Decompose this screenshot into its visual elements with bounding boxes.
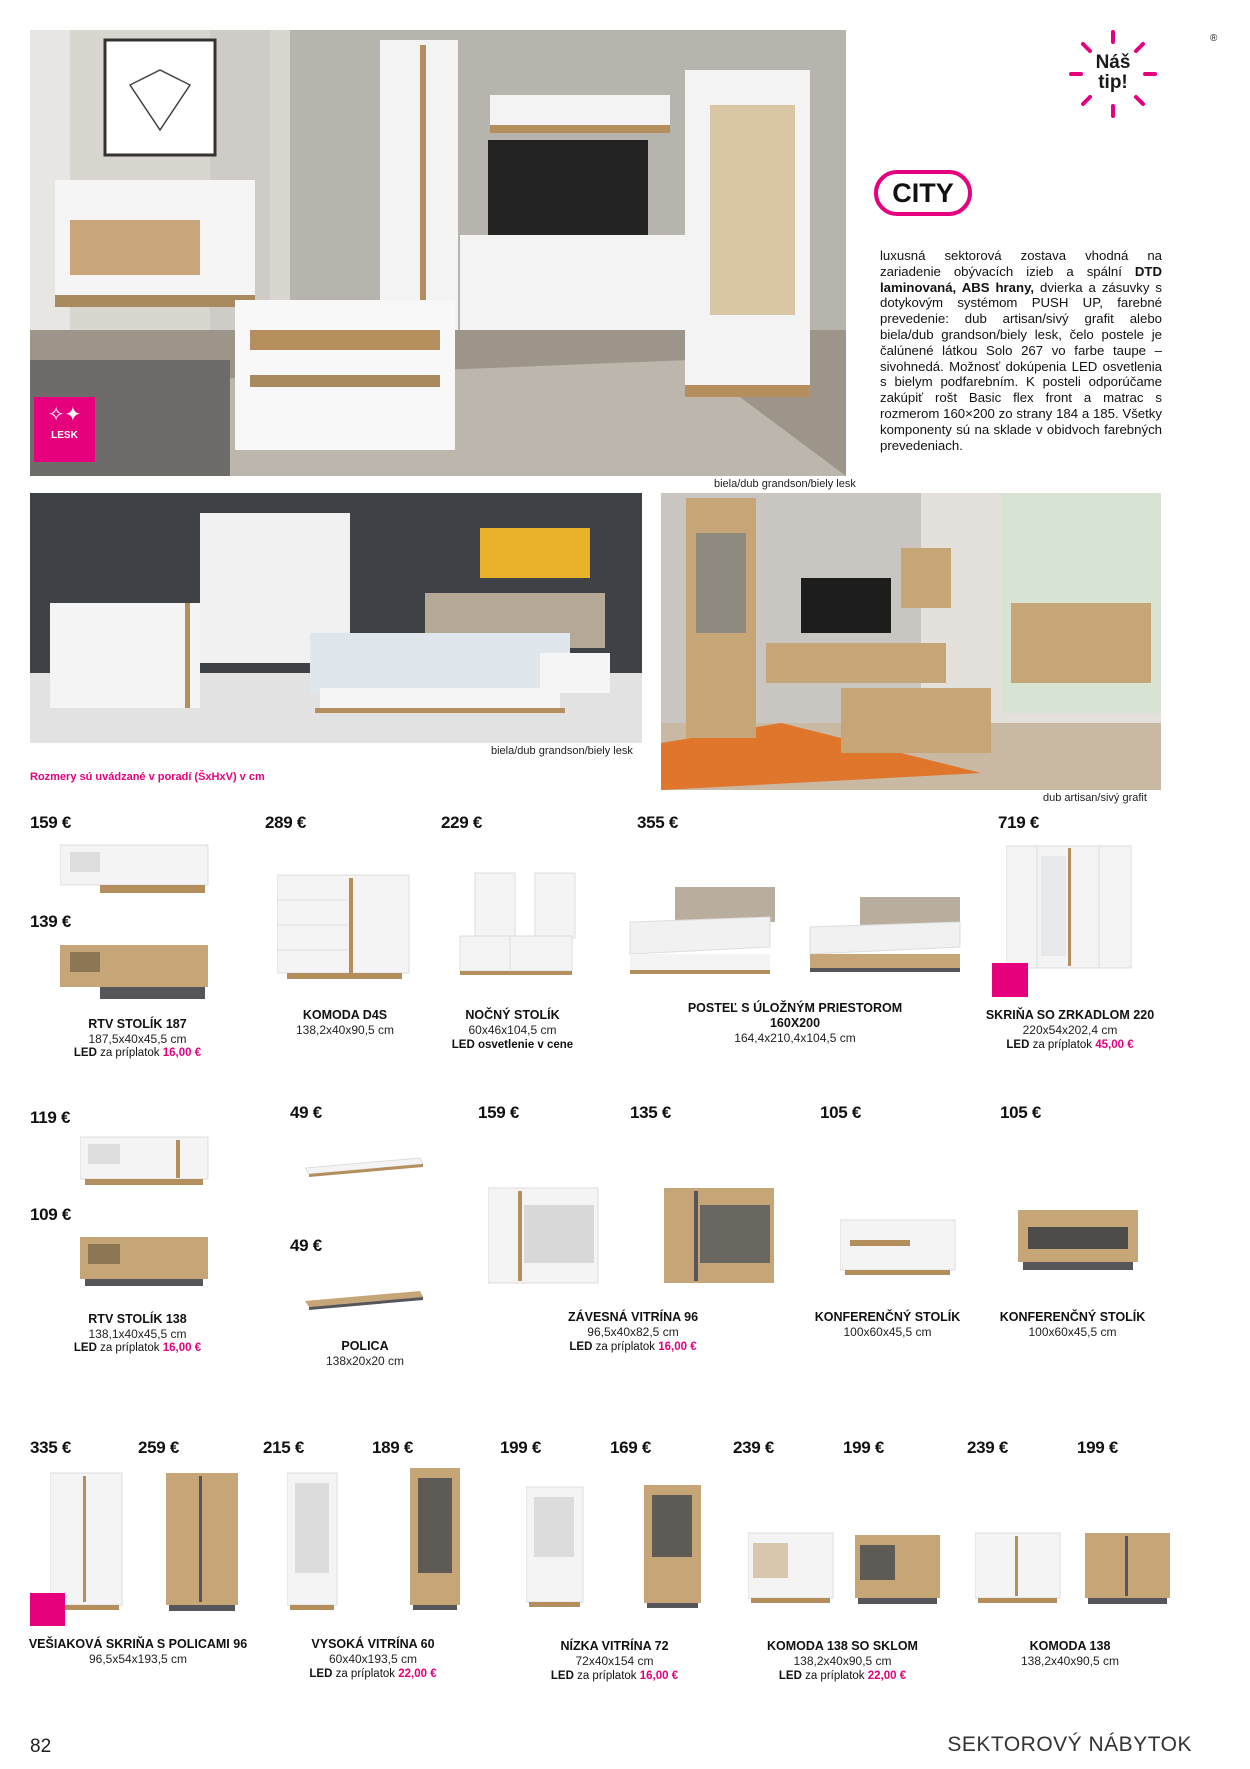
description-text-2: dvierka a zásuvky s dotykovým systémom PUSH UP, farebné prevedenie: dub artisan/sivý grafit alebo biela/dub grandson/biely lesk, čelo postele je čalúnené látkou Solo 267 vo farbe taupe – sivohnedá. Možnosť dokúpenia LED osvetlenia s bielym podfarebním. K posteli odporúčame zakúpiť rošt Basic flex front a matrac s rozmerom 160×200 zo strany 184 a 185. Všetky komponenty sú na sklade v obidvoch farebných prevedeniach. xyxy=(880,279,1163,453)
price-zavesna-white: 159 € xyxy=(478,1103,520,1122)
price-skrina220: 719 € xyxy=(998,813,1040,832)
name-konf-oak: KONFERENČNÝ STOLÍK xyxy=(999,1310,1146,1324)
price-vesiakova-oak: 259 € xyxy=(138,1438,180,1457)
price-polica-oak: 49 € xyxy=(290,1236,322,1255)
living-room-photo-white xyxy=(30,30,846,476)
name-nizka: NÍZKA VITRÍNA 72 xyxy=(560,1639,669,1653)
img-konf-white xyxy=(840,1215,960,1280)
product-description xyxy=(880,248,1162,453)
price-vysoka-oak: 189 € xyxy=(372,1438,414,1457)
price-polica-white: 49 € xyxy=(290,1103,322,1122)
name-rtv138: RTV STOLÍK 138 xyxy=(88,1312,187,1326)
lesk-badge xyxy=(34,397,95,462)
living-room-photo-oak xyxy=(661,493,1161,790)
dims-vysoka: 60x40x193,5 cm xyxy=(328,1652,418,1666)
led-nocny: LED osvetlenie v cene xyxy=(451,1039,574,1051)
img-vysoka-white xyxy=(287,1468,342,1613)
bedroom-photo xyxy=(30,493,642,743)
img-komoda-sklo-oak xyxy=(855,1530,943,1610)
dims-nizka: 72x40x154 cm xyxy=(575,1654,654,1668)
description-text-1: luxusná sektorová zostava vhodná na zariadenie obývacích izieb a spální xyxy=(880,248,1162,279)
dims-vesiakova: 96,5x54x193,5 cm xyxy=(88,1652,188,1666)
price-zavesna-oak: 135 € xyxy=(630,1103,672,1122)
price-komoda-sklo-oak: 199 € xyxy=(843,1438,885,1457)
led-rtv187: LED za príplatok 16,00 € xyxy=(73,1047,202,1059)
img-postel-white xyxy=(620,882,780,977)
name-postel-2: 160X200 xyxy=(769,1016,821,1030)
name-komoda-sklo: KOMODA 138 SO SKLOM xyxy=(767,1639,918,1653)
price-postel: 355 € xyxy=(637,813,679,832)
dims-komoda138: 138,2x40x90,5 cm xyxy=(1020,1654,1120,1668)
price-vesiakova-white: 335 € xyxy=(30,1438,72,1457)
led-nizka: LED za príplatok 16,00 € xyxy=(550,1670,679,1682)
name-vysoka: VYSOKÁ VITRÍNA 60 xyxy=(311,1637,435,1651)
dims-postel: 164,4x210,4x104,5 cm xyxy=(734,1031,856,1045)
img-zavesna-white xyxy=(488,1183,601,1288)
sparkle-icon: ✧✦ xyxy=(47,404,82,426)
nas-tip-badge xyxy=(1063,30,1163,118)
price-nocny: 229 € xyxy=(441,813,483,832)
img-komoda-sklo-white xyxy=(748,1528,836,1608)
name-nocny: NOČNÝ STOLÍK xyxy=(465,1008,560,1022)
dims-konf-oak: 100x60x45,5 cm xyxy=(1028,1325,1117,1339)
name-komoda138: KOMODA 138 xyxy=(1029,1639,1111,1653)
led-icon-2 xyxy=(30,1593,65,1626)
name-komoda-d4s: KOMODA D4S xyxy=(302,1008,388,1022)
dims-komoda-sklo: 138,2x40x90,5 cm xyxy=(793,1654,892,1668)
caption-top: biela/dub grandson/biely lesk xyxy=(714,478,856,490)
price-nizka-oak: 169 € xyxy=(610,1438,652,1457)
led-skrina220: LED za príplatok 45,00 € xyxy=(1006,1039,1134,1051)
img-nocny xyxy=(455,868,585,983)
img-rtv187-oak xyxy=(60,940,210,1005)
img-nizka-white xyxy=(526,1482,586,1610)
dims-nocny: 60x46x104,5 cm xyxy=(468,1023,557,1037)
dims-rtv138: 138,1x40x45,5 cm xyxy=(88,1327,187,1341)
price-nizka-white: 199 € xyxy=(500,1438,542,1457)
dims-polica: 138x20x20 cm xyxy=(325,1354,405,1368)
img-komoda138-white xyxy=(975,1528,1063,1610)
name-konf-white: KONFERENČNÝ STOLÍK xyxy=(814,1310,961,1324)
dims-skrina220: 220x54x202,4 cm xyxy=(1022,1023,1118,1037)
price-komoda138-oak: 199 € xyxy=(1077,1438,1119,1457)
led-icon xyxy=(992,963,1028,997)
img-vesiakova-oak xyxy=(166,1468,241,1613)
img-vysoka-oak xyxy=(410,1463,465,1613)
lesk-label: LESK xyxy=(51,430,78,441)
led-vysoka: LED za príplatok 22,00 € xyxy=(309,1668,437,1680)
led-komoda-sklo: LED za príplatok 22,00 € xyxy=(778,1670,907,1682)
dims-konf-white: 100x60x45,5 cm xyxy=(843,1325,932,1339)
name-vesiakova: VEŠIAKOVÁ SKRIŇA S POLICAMI 96 xyxy=(28,1637,248,1651)
name-postel-1: POSTEĽ S ÚLOŽNÝM PRIESTOROM xyxy=(687,1001,903,1015)
img-rtv187-white xyxy=(60,840,210,900)
img-komoda-d4s xyxy=(277,870,412,985)
price-rtv138-white: 119 € xyxy=(30,1108,71,1127)
led-rtv138: LED za príplatok 16,00 € xyxy=(73,1342,202,1354)
name-rtv187: RTV STOLÍK 187 xyxy=(88,1017,187,1031)
dims-komoda-d4s: 138,2x40x90,5 cm xyxy=(295,1023,395,1037)
img-komoda138-oak xyxy=(1085,1528,1173,1610)
section-title: SEKTOROVÝ NÁBYTOK xyxy=(947,1733,1192,1756)
img-postel-oak xyxy=(800,892,970,977)
price-komoda-d4s: 289 € xyxy=(265,813,307,832)
img-rtv138-oak xyxy=(80,1232,210,1292)
name-skrina220: SKRIŇA SO ZRKADLOM 220 xyxy=(985,1008,1155,1022)
img-zavesna-oak xyxy=(664,1183,777,1288)
price-konf-white: 105 € xyxy=(820,1103,862,1122)
brand-logo xyxy=(874,170,972,216)
caption-bedroom: biela/dub grandson/biely lesk xyxy=(491,745,633,757)
name-zavesna: ZÁVESNÁ VITRÍNA 96 xyxy=(567,1310,699,1324)
dimensions-note: Rozmery sú uvádzané v poradí (ŠxHxV) v cm xyxy=(30,771,265,783)
badge-line1: Náš xyxy=(1095,52,1131,73)
price-vysoka-white: 215 € xyxy=(263,1438,305,1457)
led-zavesna: LED za príplatok 16,00 € xyxy=(569,1341,697,1353)
img-nizka-oak xyxy=(644,1480,704,1610)
price-komoda138-white: 239 € xyxy=(967,1438,1009,1457)
page-number: 82 xyxy=(30,1736,52,1757)
img-konf-oak xyxy=(1018,1205,1143,1277)
price-konf-oak: 105 € xyxy=(1000,1103,1042,1122)
img-polica-oak xyxy=(305,1283,425,1313)
price-komoda-sklo-white: 239 € xyxy=(733,1438,775,1457)
price-rtv187-white: 159 € xyxy=(30,813,72,832)
img-vesiakova-white xyxy=(50,1468,125,1613)
dims-zavesna: 96,5x40x82,5 cm xyxy=(587,1325,679,1339)
price-rtv138-oak: 109 € xyxy=(30,1205,72,1224)
img-skrina220 xyxy=(1006,836,1136,974)
img-rtv138-white xyxy=(80,1132,210,1192)
badge-line2: tip! xyxy=(1098,72,1128,93)
price-rtv187-oak: 139 € xyxy=(30,912,72,931)
description-bold: DTD laminovaná, ABS hrany, xyxy=(880,263,1162,295)
img-polica-white xyxy=(305,1150,425,1180)
registered-mark: ® xyxy=(1210,33,1218,44)
dims-rtv187: 187,5x40x45,5 cm xyxy=(88,1032,187,1046)
brand-name: CITY xyxy=(892,178,954,208)
caption-oak: dub artisan/sivý grafit xyxy=(1043,792,1147,804)
name-polica: POLICA xyxy=(341,1339,389,1353)
